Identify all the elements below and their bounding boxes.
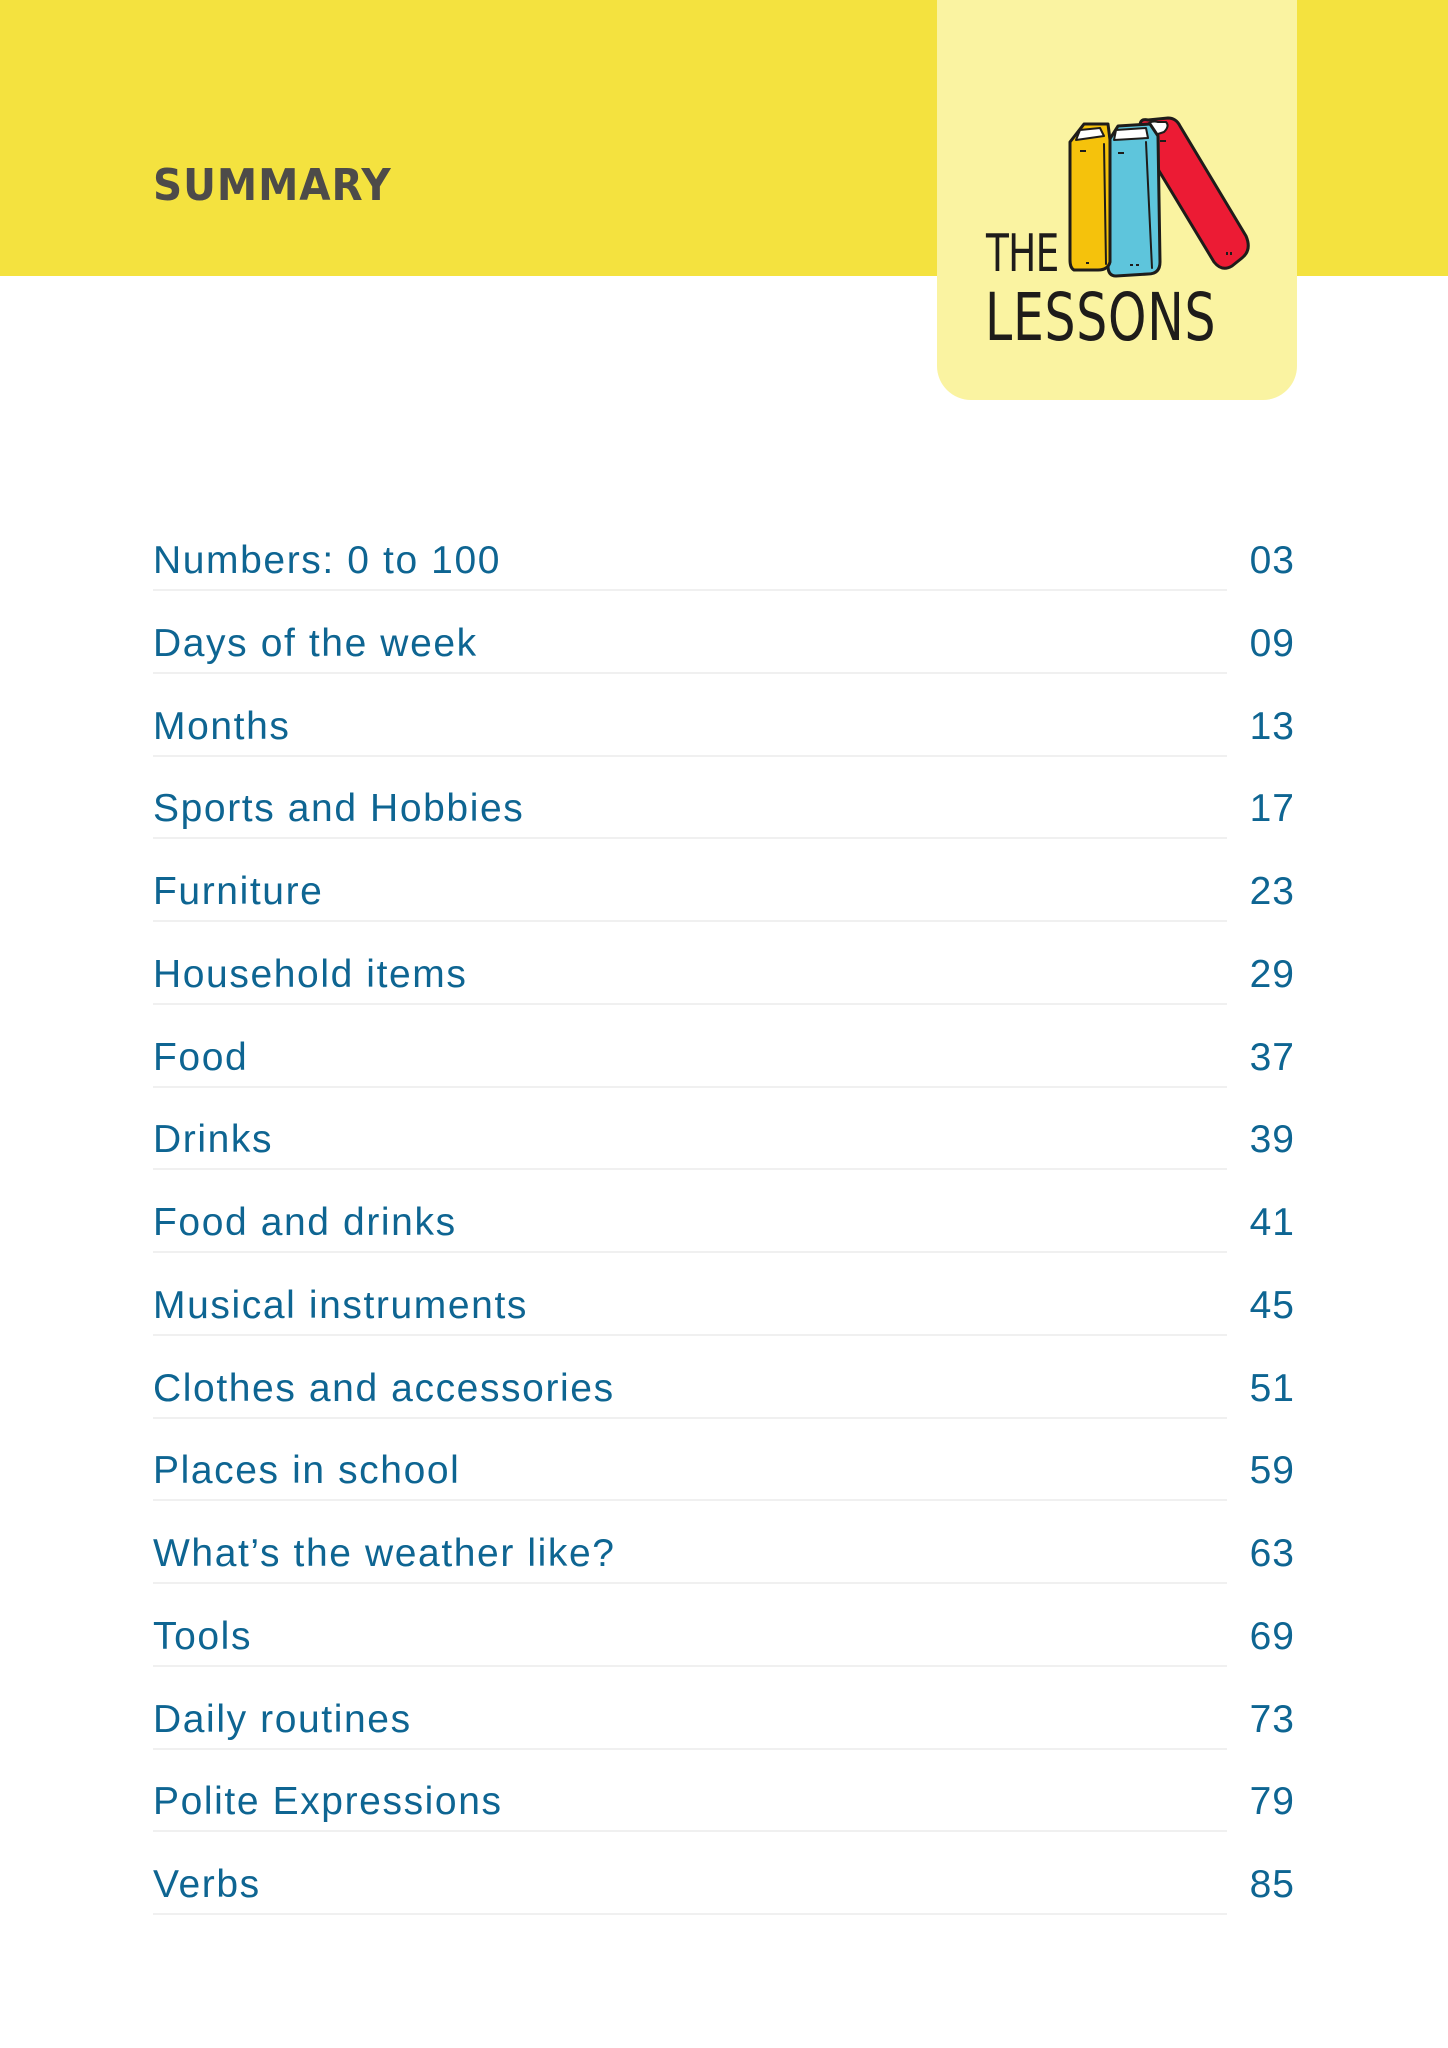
- toc-entry-title[interactable]: Tools: [153, 1612, 1227, 1667]
- toc-entry[interactable]: [153, 784, 1295, 867]
- toc-entry-title[interactable]: Places in school: [153, 1446, 1227, 1501]
- toc-entry-page[interactable]: 85: [1249, 1863, 1295, 1906]
- toc-entry-page[interactable]: 39: [1249, 1118, 1295, 1162]
- toc-entry-page[interactable]: 03: [1249, 539, 1295, 582]
- toc-entry-page[interactable]: 37: [1249, 1035, 1295, 1079]
- toc-entry-page[interactable]: 63: [1249, 1532, 1295, 1575]
- toc-entry[interactable]: [153, 1695, 1295, 1778]
- toc-entry-title[interactable]: Sports and Hobbies: [153, 784, 1227, 839]
- logo-text-lessons: LESSONS: [985, 279, 1217, 356]
- toc-entry-page[interactable]: 29: [1249, 952, 1295, 996]
- toc-entry-title[interactable]: Drinks: [153, 1115, 1227, 1170]
- toc-entry-page[interactable]: 59: [1249, 1449, 1295, 1493]
- logo-text-the: THE: [986, 224, 1059, 284]
- toc-entry[interactable]: [153, 1860, 1295, 1943]
- toc-entry-page[interactable]: 45: [1249, 1283, 1295, 1327]
- toc-entry[interactable]: [153, 1281, 1295, 1364]
- toc-entry-title[interactable]: Furniture: [153, 867, 1227, 922]
- toc-entry-title[interactable]: Numbers: 0 to 100: [153, 536, 1227, 591]
- toc-entry-page[interactable]: 69: [1249, 1614, 1295, 1658]
- toc-entry-title[interactable]: Food and drinks: [153, 1198, 1227, 1253]
- toc-entry[interactable]: [153, 1033, 1295, 1116]
- toc-entry[interactable]: [153, 950, 1295, 1033]
- page-title: SUMMARY: [153, 160, 392, 211]
- toc-entry[interactable]: [153, 1529, 1295, 1612]
- toc-entry[interactable]: [153, 702, 1295, 785]
- toc-entry-page[interactable]: 09: [1249, 621, 1295, 665]
- toc-entry[interactable]: [153, 536, 1295, 619]
- toc-entry-page[interactable]: 17: [1249, 787, 1295, 831]
- toc-entry-title[interactable]: Musical instruments: [153, 1281, 1227, 1336]
- toc-entry-title[interactable]: Days of the week: [153, 619, 1227, 674]
- toc-entry-title[interactable]: What’s the weather like?: [153, 1529, 1227, 1584]
- toc-entry[interactable]: [153, 1777, 1295, 1860]
- toc-entry-page[interactable]: 51: [1249, 1366, 1295, 1410]
- toc-entry-title[interactable]: Household items: [153, 950, 1227, 1005]
- toc-entry-page[interactable]: 79: [1249, 1780, 1295, 1824]
- toc-entry-title[interactable]: Clothes and accessories: [153, 1364, 1227, 1419]
- toc-entry-page[interactable]: 73: [1249, 1697, 1295, 1741]
- toc-entry-title[interactable]: Polite Expressions: [153, 1777, 1227, 1832]
- toc-entry[interactable]: [153, 1364, 1295, 1447]
- toc-entry[interactable]: [153, 619, 1295, 702]
- toc-entry[interactable]: [153, 1198, 1295, 1281]
- toc-entry-page[interactable]: 13: [1249, 704, 1295, 748]
- toc-entry[interactable]: [153, 1612, 1295, 1695]
- toc-entry-page[interactable]: 41: [1249, 1201, 1295, 1244]
- toc-entry[interactable]: [153, 1446, 1295, 1529]
- table-of-contents: [153, 536, 1295, 1943]
- toc-entry-title[interactable]: Verbs: [153, 1860, 1227, 1915]
- books-icon: [0, 0, 1448, 400]
- toc-entry-title[interactable]: Food: [153, 1033, 1227, 1088]
- toc-entry-title[interactable]: Months: [153, 702, 1227, 757]
- toc-entry-page[interactable]: 23: [1249, 870, 1295, 913]
- toc-entry-title[interactable]: Daily routines: [153, 1695, 1227, 1750]
- toc-entry[interactable]: [153, 867, 1295, 950]
- toc-entry[interactable]: [153, 1115, 1295, 1198]
